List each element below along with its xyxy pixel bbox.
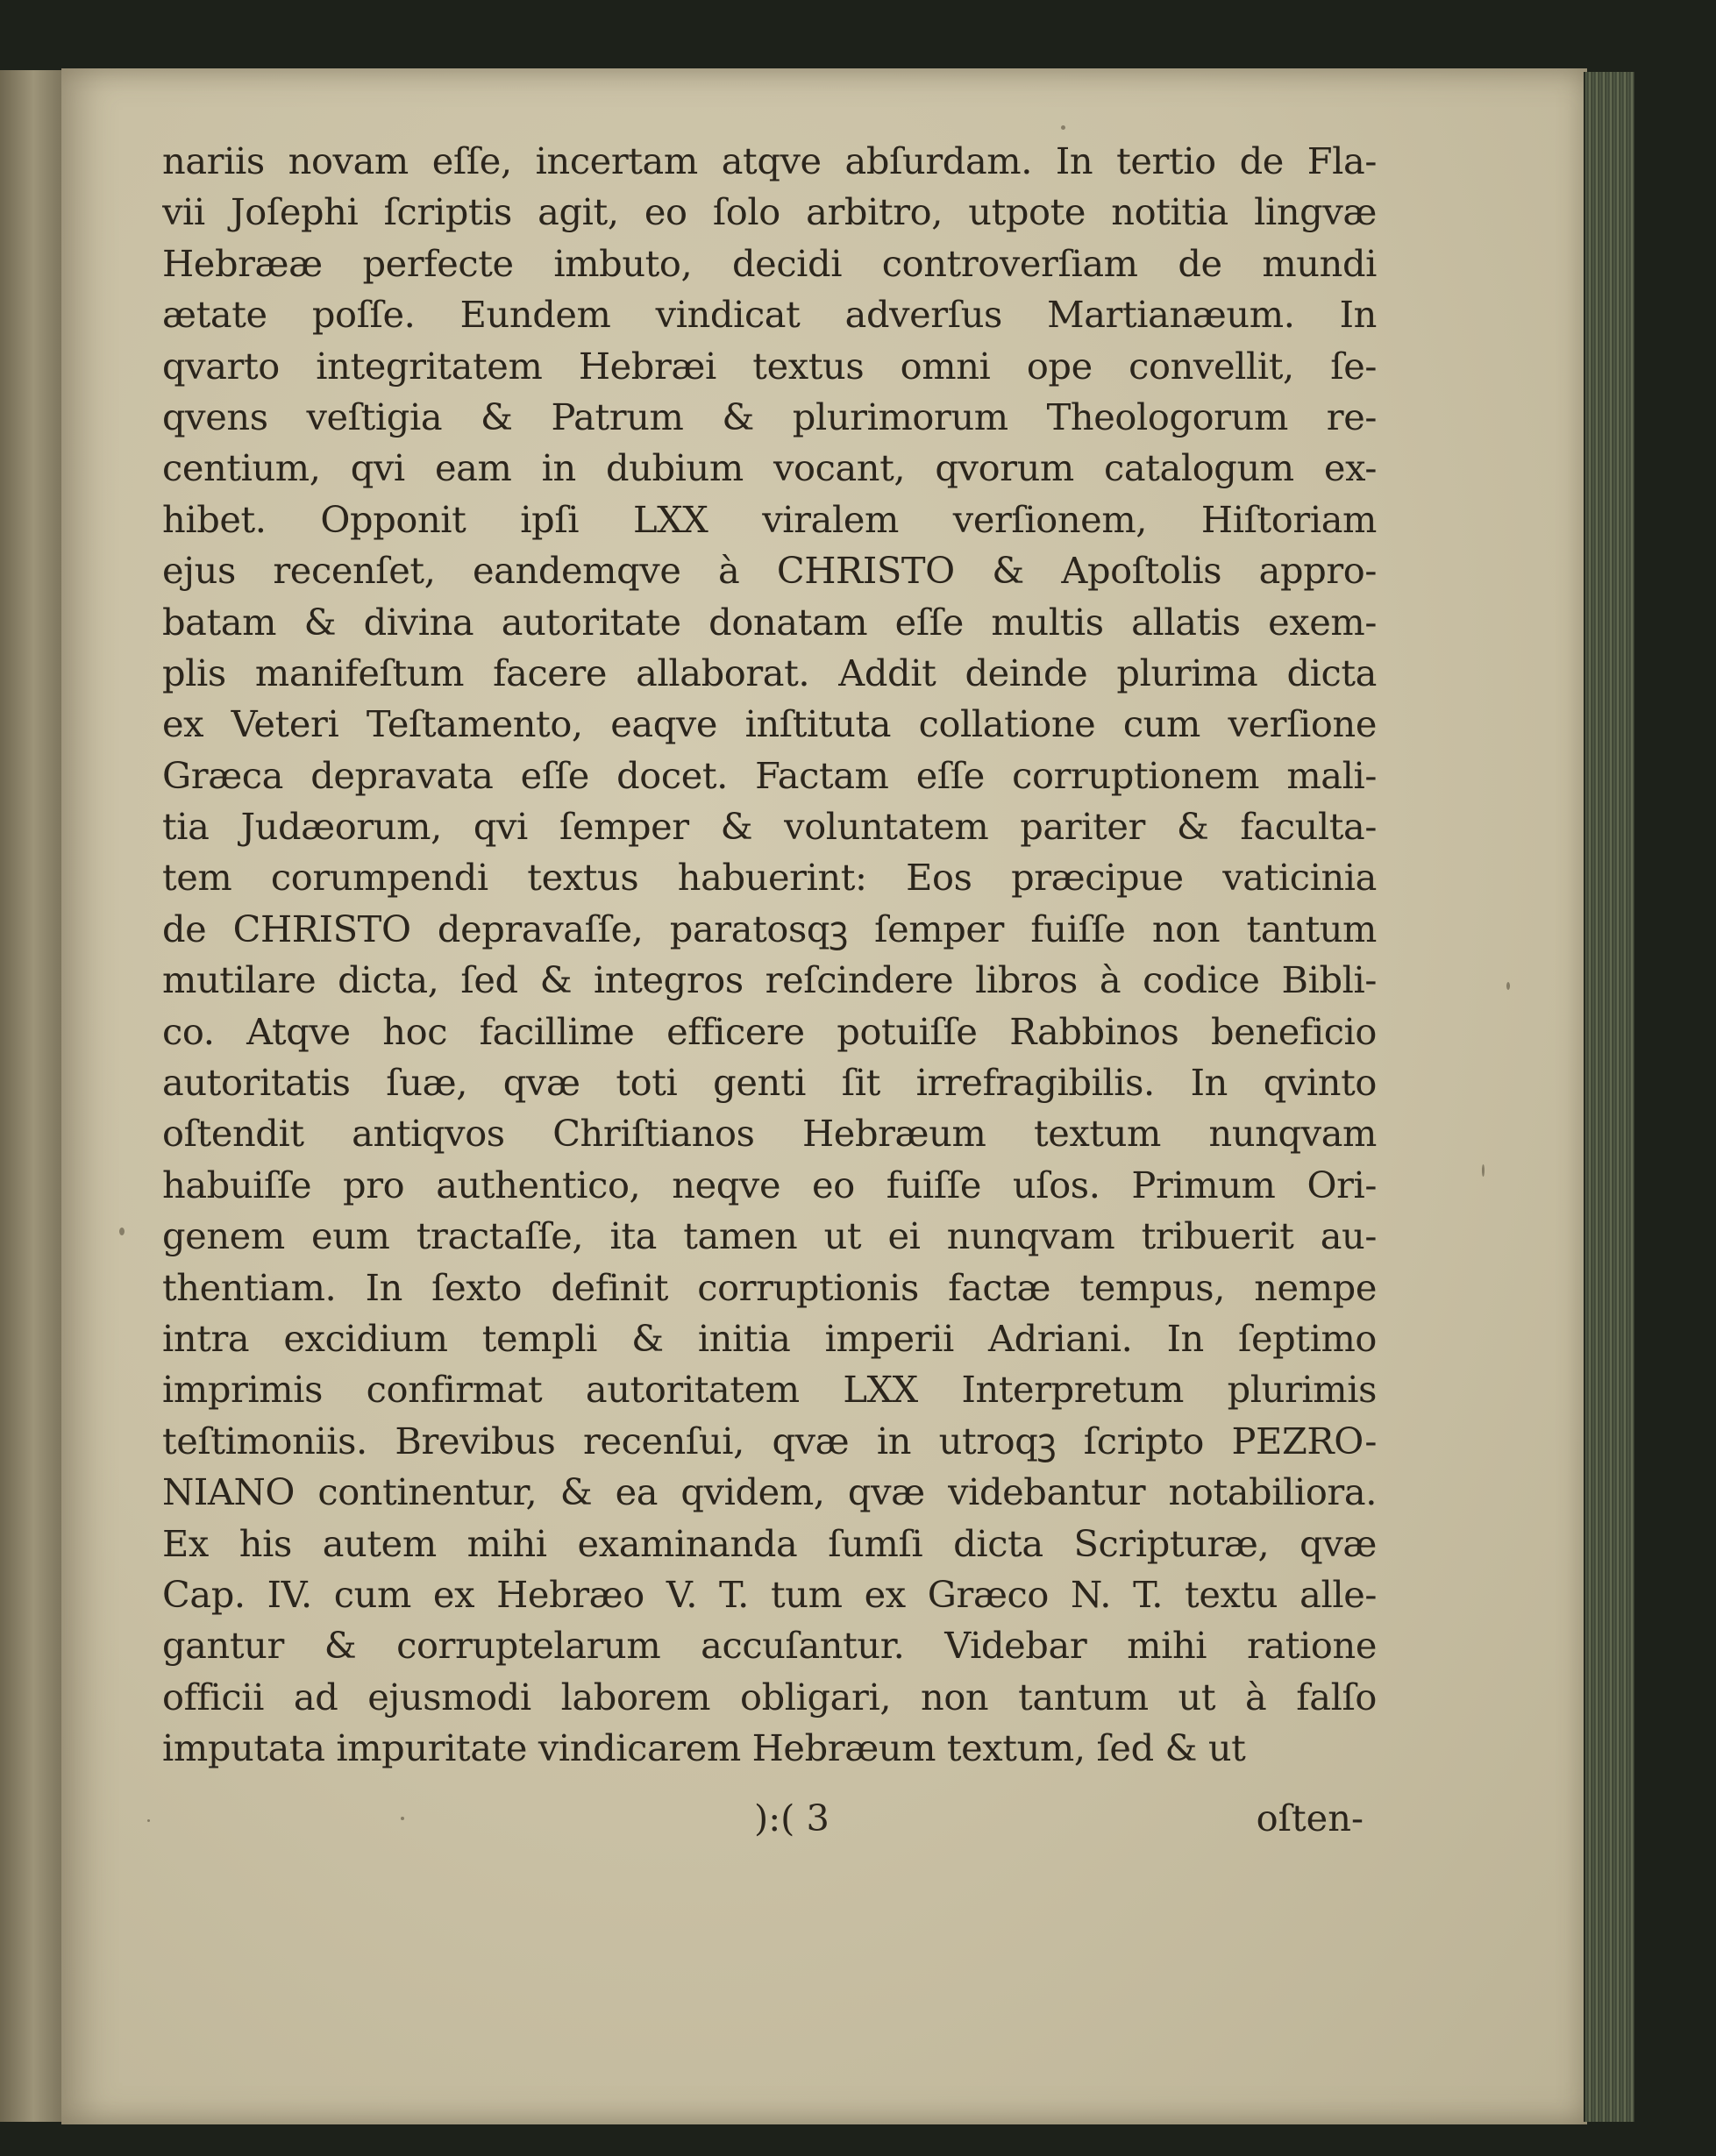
text-line-17: mutilare dicta, ſed & integros reſcindere libros à codice Bibli- <box>162 958 1377 1002</box>
text-line-30: gantur & corruptelarum accuſantur. Videbar mihi ratione <box>162 1624 1377 1668</box>
text-line-8: hibet. Opponit ipſi LXX viralem verſionem, Hiſtoriam <box>162 497 1377 541</box>
body-text <box>162 136 1377 1775</box>
text-line-3: Hebrææ perfecte imbuto, decidi controverſiam de mundi <box>162 241 1377 285</box>
catchword: oſten- <box>1256 1797 1364 1839</box>
speck <box>1061 125 1065 130</box>
text-line-26: teſtimoniis. Brevibus recenſui, qvæ in utroqꝫ ſcripto PEZRO- <box>162 1419 1377 1462</box>
text-line-20: oſtendit antiqvos Chriſtianos Hebræum textum nunqvam <box>162 1112 1377 1156</box>
page-footer <box>162 1793 1377 1846</box>
text-line-4: ætate poſſe. Eundem vindicat adverſus Martianæum. In <box>162 293 1377 337</box>
text-line-21: habuiſſe pro authentico, neqve eo fuiſſe uſos. Primum Ori- <box>162 1163 1377 1206</box>
text-line-18: co. Atqve hoc facillime efficere potuiſſe Rabbinos beneficio <box>162 1009 1377 1053</box>
speck <box>401 1817 404 1820</box>
text-line-2: vii Joſephi ſcriptis agit, eo ſolo arbitro, utpote notitia lingvæ <box>162 190 1377 234</box>
text-line-10: batam & divina autoritate donatam eſſe multis allatis exem- <box>162 600 1377 644</box>
text-line-28: Ex his autem mihi examinanda ſumſi dicta Scripturæ, qvæ <box>162 1521 1377 1565</box>
text-line-19: autoritatis ſuæ, qvæ toti genti ſit irrefragibilis. In qvinto <box>162 1061 1377 1105</box>
speck <box>1506 982 1510 990</box>
signature-mark: ):( 3 <box>754 1797 830 1839</box>
text-line-14: tia Judæorum, qvi ſemper & voluntatem pariter & faculta- <box>162 805 1377 849</box>
text-line-32: imputata impuritate vindicarem Hebræum textum, ſed & ut <box>162 1726 1246 1770</box>
text-line-22: genem eum tractaſſe, ita tamen ut ei nunqvam tribuerit au- <box>162 1214 1377 1258</box>
text-line-7: centium, qvi eam in dubium vocant, qvorum catalogum ex- <box>162 446 1377 490</box>
text-line-9: ejus recenſet, eandemqve à CHRISTO & Apoſtolis appro- <box>162 549 1377 593</box>
speck <box>1482 1164 1485 1177</box>
book-page-edges <box>1584 72 1634 2122</box>
text-line-1: nariis novam eſſe, incertam atqve abſurdam. In tertio de Fla- <box>162 139 1377 182</box>
text-line-15: tem corumpendi textus habuerint: Eos præcipue vaticinia <box>162 856 1377 900</box>
text-line-29: Cap. IV. cum ex Hebræo V. T. tum ex Græco N. T. textu alle- <box>162 1572 1377 1616</box>
text-line-24: intra excidium templi & initia imperii Adriani. In ſeptimo <box>162 1316 1377 1360</box>
text-line-31: officii ad ejusmodi laborem obligari, non tantum ut à falſo <box>162 1675 1377 1718</box>
text-line-12: ex Veteri Teſtamento, eaqve inſtituta collatione cum verſione <box>162 702 1377 746</box>
text-line-23: thentiam. In ſexto definit corruptionis factæ tempus, nempe <box>162 1265 1377 1309</box>
text-line-6: qvens veſtigia & Patrum & plurimorum Theologorum re- <box>162 395 1377 438</box>
text-line-25: imprimis confirmat autoritatem LXX Interpretum plurimis <box>162 1368 1377 1412</box>
text-line-13: Græca depravata eſſe docet. Factam eſſe corruptionem mali- <box>162 753 1377 797</box>
text-line-16: de CHRISTO depravaſſe, paratosqꝫ ſemper fuiſſe non tantum <box>162 907 1377 950</box>
text-line-5: qvarto integritatem Hebræi textus omni ope convellit, ſe- <box>162 344 1377 388</box>
speck <box>147 1819 150 1822</box>
text-line-11: plis manifeſtum facere allaborat. Addit deinde plurima dicta <box>162 651 1377 694</box>
speck <box>119 1227 125 1235</box>
text-line-27: NIANO continentur, & ea qvidem, qvæ videbantur notabiliora. <box>162 1470 1377 1514</box>
facing-page-edge <box>0 70 64 2122</box>
